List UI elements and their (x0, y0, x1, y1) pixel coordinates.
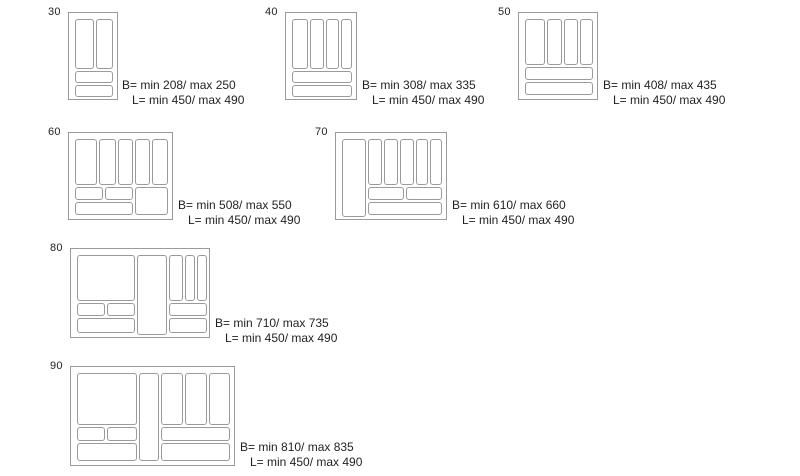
tray-compartment (75, 202, 133, 215)
tray-compartment (326, 19, 339, 69)
tray-compartment (77, 303, 105, 316)
tray-compartment (547, 19, 562, 65)
tray-size-tag: 80 (50, 242, 63, 254)
tray-compartment (135, 139, 150, 185)
caption-width-line: B= min 208/ max 250 (122, 78, 236, 92)
tray-compartment (430, 139, 442, 185)
tray-compartment (197, 255, 207, 301)
tray-inner-area (523, 17, 593, 95)
tray-compartment (118, 139, 133, 185)
caption-width-line: B= min 710/ max 735 (215, 316, 329, 330)
tray-inner-area (290, 17, 352, 95)
tray-compartment (292, 85, 352, 97)
tray-compartment (292, 71, 352, 83)
tray-size-tag: 90 (50, 360, 63, 372)
tray-compartment (368, 202, 442, 215)
tray-inner-area (73, 17, 113, 95)
caption-width-line: B= min 308/ max 335 (362, 78, 476, 92)
tray-size-tag: 50 (498, 6, 511, 18)
tray-compartment (169, 303, 207, 316)
cutlery-tray (70, 366, 235, 466)
tray-compartment (161, 443, 230, 461)
cutlery-tray (68, 132, 173, 220)
tray-size-tag: 60 (48, 126, 61, 138)
tray-compartment (107, 303, 135, 316)
tray-compartment (152, 139, 168, 185)
tray-compartment (342, 139, 366, 217)
tray-size-tag: 40 (265, 6, 278, 18)
tray-compartment (400, 139, 414, 185)
tray-compartment (368, 187, 404, 200)
tray-dimension-caption (122, 78, 244, 108)
tray-compartment (75, 85, 113, 97)
tray-dimension-caption (452, 198, 574, 228)
tray-compartment (107, 427, 137, 441)
tray-compartment (525, 82, 593, 95)
tray-dimension-caption (240, 440, 362, 470)
tray-compartment (77, 255, 135, 301)
caption-length-line: L= min 450/ max 490 (132, 93, 245, 107)
tray-compartment (77, 427, 105, 441)
tray-compartment (341, 19, 352, 69)
cutlery-tray (68, 12, 118, 100)
tray-compartment (161, 427, 230, 441)
tray-inner-area (340, 137, 442, 215)
tray-dimension-caption (178, 198, 300, 228)
caption-width-line: B= min 508/ max 550 (178, 198, 292, 212)
tray-compartment (416, 139, 428, 185)
tray-compartment (137, 255, 167, 335)
tray-dimension-caption (362, 78, 484, 108)
tray-compartment (161, 373, 183, 425)
tray-inner-area (75, 253, 205, 333)
tray-compartment (77, 443, 137, 461)
tray-compartment (185, 255, 195, 301)
tray-compartment (75, 187, 103, 200)
tray-compartment (310, 19, 324, 69)
tray-compartment (135, 187, 168, 215)
tray-compartment (75, 71, 113, 83)
cutlery-tray (518, 12, 598, 100)
caption-length-line: L= min 450/ max 490 (462, 213, 575, 227)
tray-compartment (99, 139, 116, 185)
caption-width-line: B= min 610/ max 660 (452, 198, 566, 212)
tray-size-tag: 70 (315, 126, 328, 138)
tray-compartment (564, 19, 578, 65)
cutlery-tray (70, 248, 210, 338)
caption-length-line: L= min 450/ max 490 (372, 93, 485, 107)
tray-dimension-caption (215, 316, 337, 346)
tray-compartment (406, 187, 442, 200)
tray-compartment (105, 187, 133, 200)
tray-compartment (209, 373, 230, 425)
caption-width-line: B= min 810/ max 835 (240, 440, 354, 454)
tray-dimension-caption (603, 78, 725, 108)
tray-compartment (75, 19, 94, 69)
caption-length-line: L= min 450/ max 490 (250, 455, 363, 469)
tray-compartment (368, 139, 382, 185)
caption-length-line: L= min 450/ max 490 (225, 331, 338, 345)
tray-compartment (169, 255, 183, 301)
caption-length-line: L= min 450/ max 490 (613, 93, 726, 107)
tray-compartment (580, 19, 593, 65)
tray-inner-area (75, 371, 230, 461)
tray-compartment (77, 373, 137, 425)
tray-compartment (384, 139, 398, 185)
caption-length-line: L= min 450/ max 490 (188, 213, 301, 227)
tray-compartment (525, 67, 593, 80)
caption-width-line: B= min 408/ max 435 (603, 78, 717, 92)
tray-compartment (292, 19, 308, 69)
cutlery-tray (285, 12, 357, 100)
tray-size-tag: 30 (48, 6, 61, 18)
tray-compartment (185, 373, 207, 425)
tray-compartment (96, 19, 113, 69)
cutlery-tray (335, 132, 447, 220)
tray-compartment (169, 318, 207, 333)
tray-compartment (77, 318, 135, 333)
tray-compartment (525, 19, 545, 65)
tray-compartment (139, 373, 159, 461)
tray-compartment (75, 139, 97, 185)
tray-inner-area (73, 137, 168, 215)
